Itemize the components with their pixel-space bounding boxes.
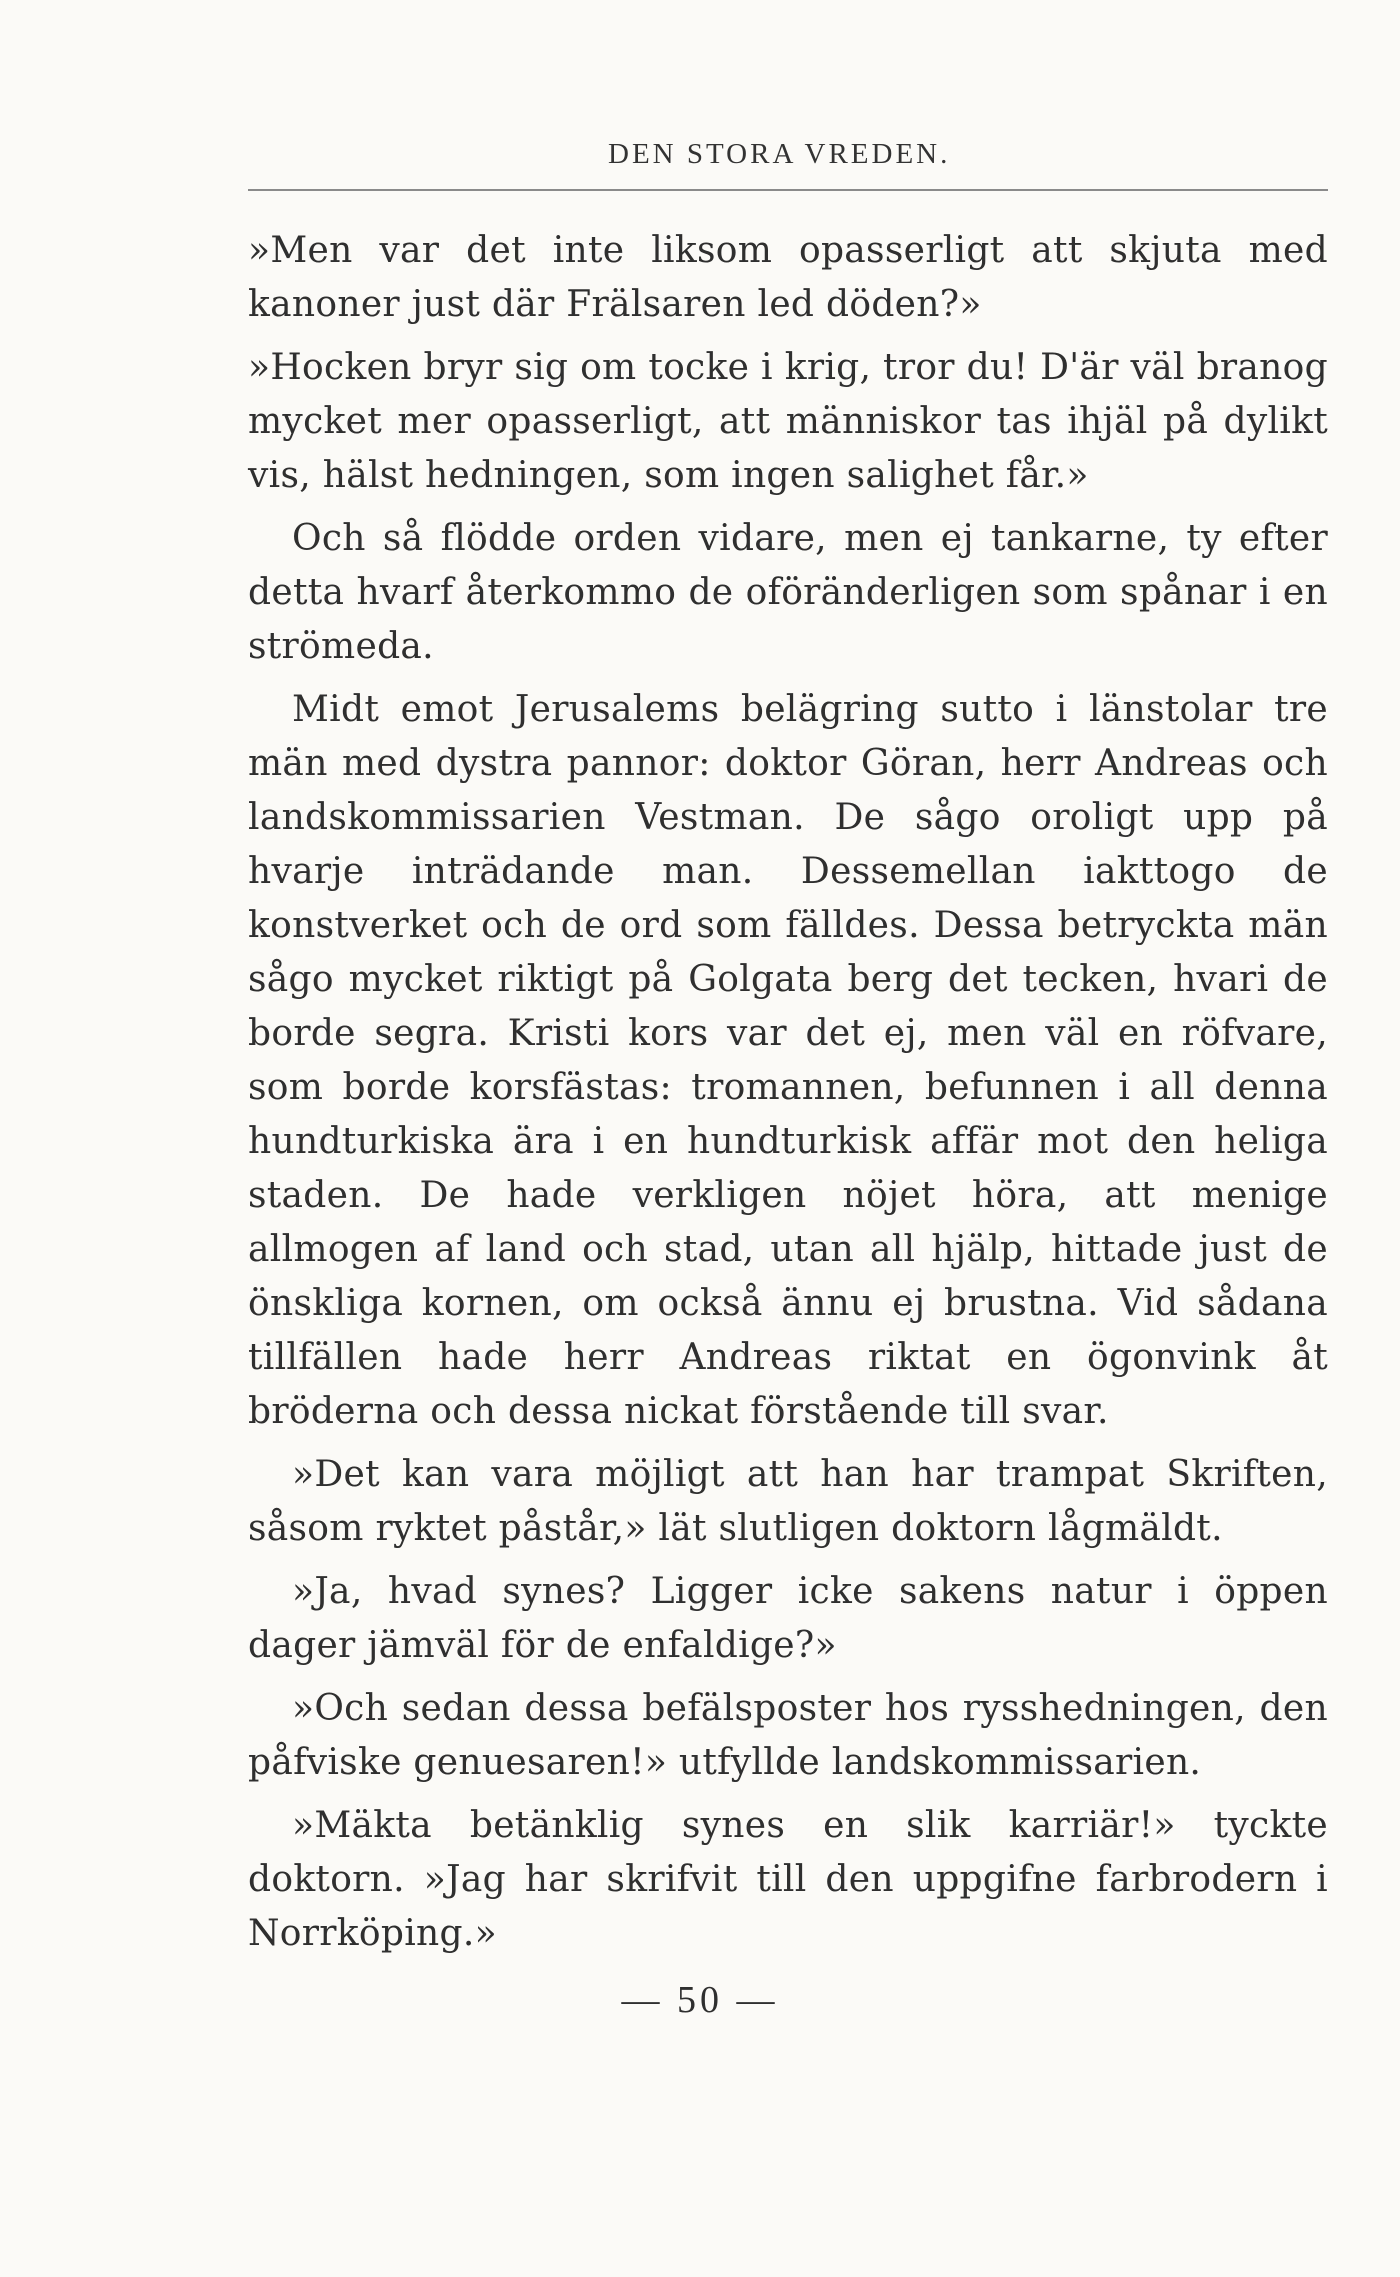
- paragraph: »Hocken bryr sig om tocke i krig, tror du! D'är väl branog mycket mer opasserligt, att människor tas ihjäl på dylikt vis, hälst hedningen, som ingen salighet får.»: [248, 347, 1328, 496]
- page-number: — 50 —: [621, 1979, 779, 2021]
- paragraph: »Ja, hvad synes? Ligger icke sakens natur i öppen dager jämväl för de enfaldige?»: [248, 1571, 1328, 1666]
- header-rule: [248, 189, 1328, 191]
- body-text: [248, 224, 1328, 1970]
- paragraph: »Det kan vara möjligt att han har trampat Skriften, såsom ryktet påstår,» lät slutligen doktorn lågmäldt.: [248, 1454, 1328, 1549]
- paragraph: »Men var det inte liksom opasserligt att skjuta med kanoner just där Frälsaren led döden?»: [248, 230, 1328, 325]
- paragraph: Midt emot Jerusalems belägring sutto i länstolar tre män med dystra pannor: doktor Göran, herr Andreas och landskommissarien Vestman. De sågo oroligt upp på hvarje inträdande man. Dessemellan iakttogo de konstverket och de ord som fälldes. Dessa betryckta män sågo mycket riktigt på Golgata berg det tecken, hvari de borde segra. Kristi kors var det ej, men väl en röfvare, som borde korsfästas: tromannen, befunnen i all denna hundturkiska ära i en hundturkisk affär mot den heliga staden. De hade verkligen nöjet höra, att menige allmogen af land och stad, utan all hjälp, hittade just de önskliga kornen, om också ännu ej brustna. Vid sådana tillfällen hade herr Andreas riktat en ögonvink åt bröderna och dessa nickat förstående till svar.: [248, 689, 1328, 1432]
- paragraph: »Mäkta betänklig synes en slik karriär!» tyckte doktorn. »Jag har skrifvit till den uppgifne farbrodern i Norrköping.»: [248, 1805, 1328, 1954]
- running-head: DEN STORA VREDEN.: [608, 138, 951, 170]
- paragraph: »Och sedan dessa befälsposter hos rysshedningen, den påfviske genuesaren!» utfyllde landskommissarien.: [248, 1688, 1328, 1783]
- paragraph: Och så flödde orden vidare, men ej tankarne, ty efter detta hvarf återkommo de oföränderligen som spånar i en strömeda.: [248, 518, 1328, 667]
